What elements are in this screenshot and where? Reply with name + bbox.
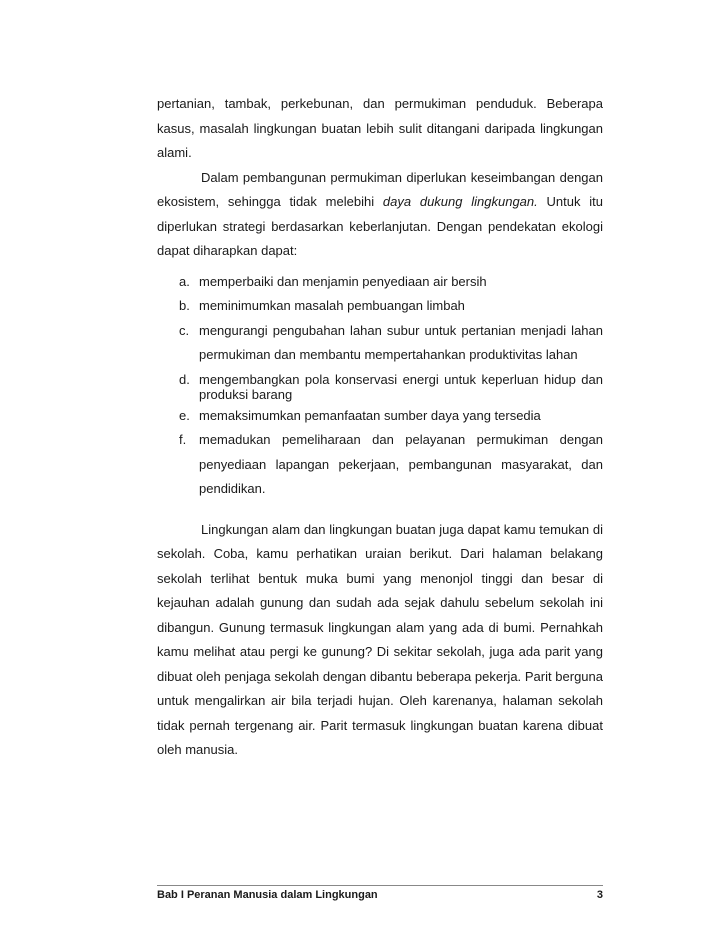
list-item [179,404,603,429]
list-item [179,270,603,295]
list-item [179,319,603,368]
list-text: mengurangi pengubahan lahan subur untuk pertanian menjadi lahan permukiman dan membantu mempertahankan produktivitas lahan [199,322,603,362]
page-number: 3 [596,889,603,901]
paragraph-3: Lingkungan alam dan lingkungan buatan juga dapat kamu temukan di sekolah. Coba, kamu perhatikan uraian berikut. Dari halaman belakang sekolah terlihat bentuk muka bumi yang menonjol tinggi dan besar di kejauhan adalah gunung dan sudah ada sejak dahulu sebelum sekolah ini dibangun. Gunung termasuk lingkungan alam yang ada di bumi. Pernahkah kamu melihat atau pergi ke gunung? Di sekitar sekolah, juga ada parit yang dibuat oleh penjaga sekolah dengan dibantu beberapa pekerja. Parit berguna untuk mengalirkan air bila terjadi hujan. Oleh karenanya, halaman sekolah tidak pernah tergenang air. Parit termasuk lingkungan buatan karena dibuat oleh manusia. [157,521,603,757]
paragraph-1: pertanian, tambak, perkebunan, dan permukiman penduduk. Beberapa kasus, masalah lingkungan buatan lebih sulit ditangani daripada lingkungan alami. [157,96,603,160]
paragraph-2-start: Dalam pembangunan permukiman diperlukan keseimbangan dengan ekosistem, sehingga tidak melebihi [157,169,603,209]
chapter-title: Bab I Peranan Manusia dalam Lingkungan [157,889,378,901]
list-text: memperbaiki dan menjamin penyediaan air bersih [199,273,487,289]
list-item [179,294,603,319]
paragraph-2 [157,166,603,264]
list-marker: a. [179,273,190,289]
list-marker: b. [179,298,190,313]
list-marker: e. [179,407,190,423]
list-marker: f. [179,432,187,447]
paragraph-2-end: Untuk itu diperlukan strategi berdasarkan keberlanjutan. Dengan pendekatan ekologi dapat diharapkan dapat: [157,194,603,258]
list-item [179,368,603,404]
paragraph-2-emphasis: daya dukung lingkungan. [382,194,538,209]
list-text: mengembangkan pola konservasi energi untuk keperluan hidup dan produksi barang [199,371,603,402]
list-text: memaksimumkan pemanfaatan sumber daya yang tersedia [199,407,541,423]
list-text: meminimumkan masalah pembuangan limbah [199,298,465,313]
strategy-list [157,270,603,502]
list-item [179,428,603,502]
page-body [157,92,603,763]
page-footer [157,885,603,901]
list-marker: c. [179,322,190,338]
list-text: memadukan pemeliharaan dan pelayanan permukiman dengan penyediaan lapangan pekerjaan, pembangunan masyarakat, dan pendidikan. [199,432,603,496]
list-marker: d. [179,371,190,387]
